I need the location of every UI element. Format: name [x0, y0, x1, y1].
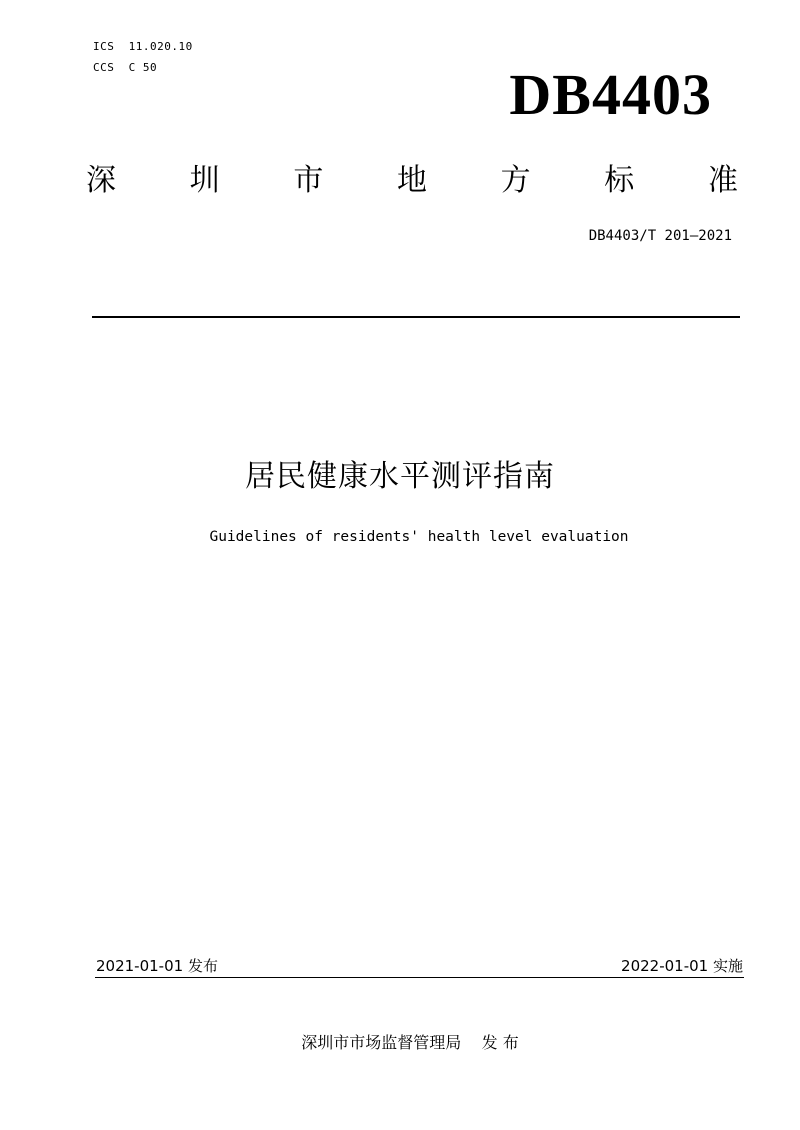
- ics-code: ICS 11.020.10: [93, 40, 193, 53]
- top-divider: [92, 316, 740, 318]
- implementation-date: 2022-01-01 实施: [621, 957, 743, 975]
- standard-type-char: 准: [707, 163, 738, 198]
- publish-date: 2021-01-01 发布: [96, 957, 218, 975]
- bottom-divider: [95, 977, 744, 978]
- standard-type-char: 地: [396, 163, 427, 198]
- document-title-english: Guidelines of residents' health level evaluation: [209, 529, 629, 545]
- issuing-authority: 深圳市市场监督管理局 发 布: [301, 1033, 519, 1052]
- standard-number: DB4403/T 201—2021: [588, 228, 732, 244]
- standard-code-logo: DB4403: [509, 62, 712, 127]
- standard-type-char: 市: [293, 163, 324, 198]
- document-title-chinese: 居民健康水平测评指南: [245, 459, 555, 494]
- standard-type-char: 深: [86, 163, 116, 198]
- standard-type-char: 方: [500, 163, 531, 198]
- standard-type-heading: [86, 161, 738, 201]
- ccs-code: CCS C 50: [93, 61, 158, 74]
- standard-type-char: 圳: [189, 163, 220, 198]
- standard-type-char: 标: [604, 163, 635, 198]
